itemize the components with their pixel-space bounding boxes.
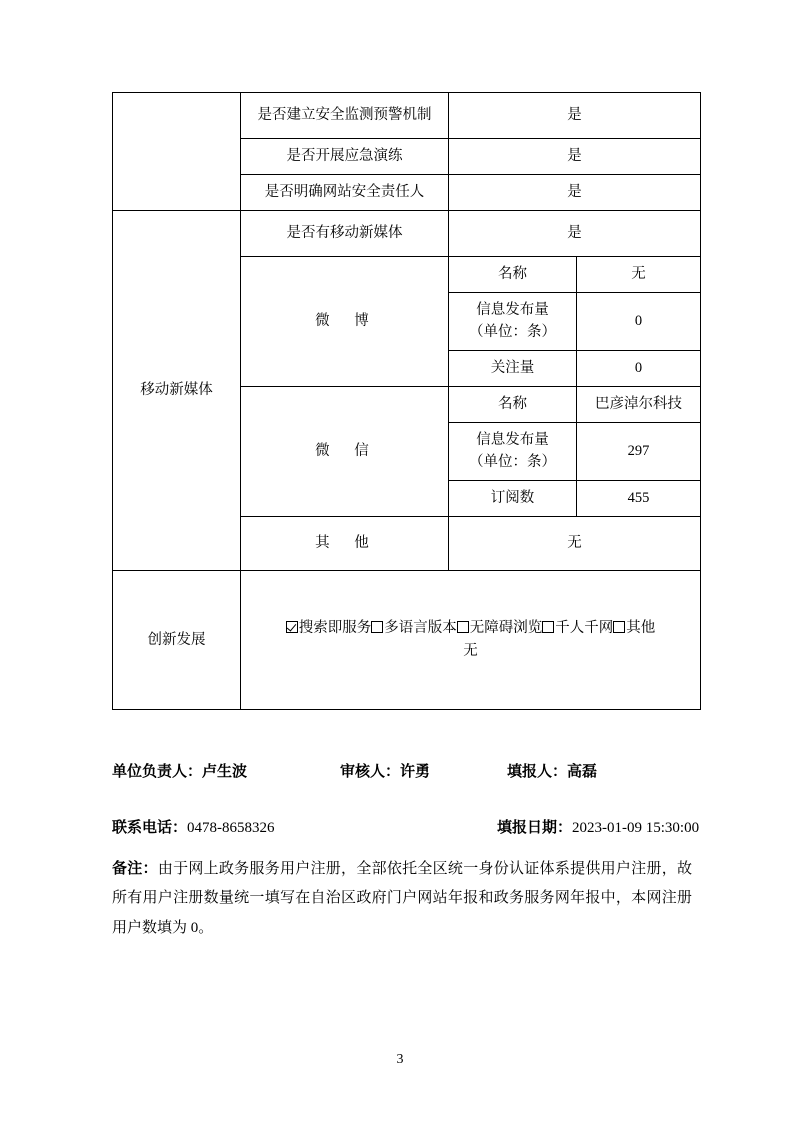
page-number: 3 xyxy=(396,1052,404,1067)
innovation-option-accessibility[interactable] xyxy=(457,620,543,636)
group-label-weixin: 微 信 xyxy=(241,386,449,516)
report-date-field xyxy=(497,816,699,837)
remark-text: 由于网上政务服务用户注册，全部依托全区统一身份认证体系提供用户注册，故所有用户注册数量统一填写在自治区政府门户网站年报和政务服务网年报中，本网注册用户数填为 0。 xyxy=(112,861,692,936)
field-label-weibo-name: 名称 xyxy=(449,257,577,293)
field-label-weibo-followers: 关注量 xyxy=(449,350,577,386)
innovation-option-search-as-service[interactable] xyxy=(286,620,372,636)
annual-report-table xyxy=(112,92,701,710)
table-row xyxy=(113,211,701,257)
remark-block xyxy=(112,855,692,943)
phone-label: 联系电话： xyxy=(112,820,188,836)
security-section-blank-cell xyxy=(113,93,241,211)
signature-row-2 xyxy=(112,816,712,850)
row-value-emergency-drill: 是 xyxy=(449,139,701,175)
phone-value: 0478-8658326 xyxy=(187,820,275,836)
field-value-weixin-subscribers: 455 xyxy=(577,480,701,516)
field-label-weixin-posts-line1: 信息发布量 xyxy=(476,431,549,448)
phone-field xyxy=(112,816,275,837)
unit-leader-label: 单位负责人： xyxy=(112,764,203,780)
field-label-weixin-name: 名称 xyxy=(449,386,577,422)
field-value-weixin-posts: 297 xyxy=(577,422,701,480)
reviewer-field xyxy=(340,760,430,781)
group-value-other-media: 无 xyxy=(449,516,701,570)
table-row xyxy=(113,570,701,709)
report-date-label: 填报日期： xyxy=(497,820,573,836)
group-label-other-media: 其 他 xyxy=(241,516,449,570)
checkbox-icon[interactable] xyxy=(371,621,383,633)
signature-block xyxy=(112,760,712,850)
row-value-security-warning: 是 xyxy=(449,93,701,139)
section-label-mobile-media: 移动新媒体 xyxy=(113,211,241,571)
field-value-weixin-name: 巴彦淖尔科技 xyxy=(577,386,701,422)
filler-value: 高磊 xyxy=(567,764,598,780)
filler-label: 填报人： xyxy=(507,764,568,780)
unit-leader-field xyxy=(112,760,247,781)
innovation-option-personalized[interactable] xyxy=(542,620,613,636)
innovation-option-label: 无障碍浏览 xyxy=(469,620,543,637)
row-label-emergency-drill: 是否开展应急演练 xyxy=(241,139,449,175)
table-row xyxy=(113,93,701,139)
field-label-weibo-posts-line1: 信息发布量 xyxy=(476,302,549,318)
innovation-option-other[interactable] xyxy=(613,620,655,636)
field-label-weibo-posts xyxy=(449,293,577,351)
signature-row-1 xyxy=(112,760,712,794)
innovation-options-list xyxy=(245,617,696,662)
innovation-extra-text: 无 xyxy=(463,642,478,659)
report-date-value: 2023-01-09 15:30:00 xyxy=(572,820,700,836)
unit-leader-value: 卢生波 xyxy=(202,764,248,780)
field-label-weixin-posts xyxy=(449,422,577,480)
row-value-security-owner: 是 xyxy=(449,175,701,211)
innovation-option-label: 搜索即服务 xyxy=(298,620,372,637)
checkbox-icon[interactable] xyxy=(542,621,554,633)
reviewer-value: 许勇 xyxy=(400,764,431,780)
field-label-weibo-posts-line2: （单位：条） xyxy=(469,324,556,341)
remark-label: 备注： xyxy=(112,861,158,877)
group-label-weibo: 微 博 xyxy=(241,257,449,387)
checkbox-icon[interactable] xyxy=(286,621,298,633)
row-label-security-owner: 是否明确网站安全责任人 xyxy=(241,175,449,211)
row-label-has-mobile-media: 是否有移动新媒体 xyxy=(241,211,449,257)
field-label-weixin-subscribers: 订阅数 xyxy=(449,480,577,516)
checkbox-icon[interactable] xyxy=(457,621,469,633)
field-label-weixin-posts-line2: （单位：条） xyxy=(469,454,556,471)
innovation-options-cell xyxy=(241,570,701,709)
field-value-weibo-posts: 0 xyxy=(577,293,701,351)
field-value-weibo-name: 无 xyxy=(577,257,701,293)
checkbox-icon[interactable] xyxy=(613,621,625,633)
section-label-innovation: 创新发展 xyxy=(113,570,241,709)
row-value-has-mobile-media: 是 xyxy=(449,211,701,257)
innovation-option-multilingual[interactable] xyxy=(371,620,457,636)
innovation-option-label: 其他 xyxy=(626,620,656,637)
reviewer-label: 审核人： xyxy=(340,764,401,780)
row-label-security-warning: 是否建立安全监测预警机制 xyxy=(241,93,449,139)
innovation-option-label: 千人千网 xyxy=(555,620,614,637)
innovation-option-label: 多语言版本 xyxy=(384,620,457,637)
filler-field xyxy=(507,760,597,781)
field-value-weibo-followers: 0 xyxy=(577,350,701,386)
